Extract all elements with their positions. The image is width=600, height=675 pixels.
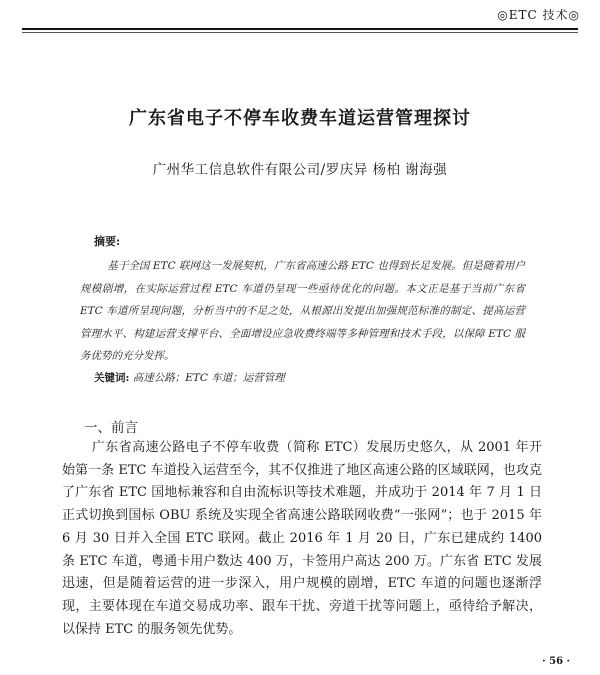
header-rule — [22, 28, 578, 30]
keywords-label: 关键词: — [94, 372, 130, 384]
keywords-text: 高速公路；ETC 车道；运营管理 — [132, 372, 285, 384]
article-title: 广东省电子不停车收费车道运营管理探讨 — [129, 108, 471, 129]
header-rule-thin — [22, 32, 578, 33]
page-number: · 56 · — [542, 656, 570, 667]
abstract-label: 摘要: — [94, 235, 121, 248]
abstract-text: 基于全国 ETC 联网这一发展契机，广东省高速公路 ETC 也得到长足发展。但是随着用户规模剧增，在实际运营过程 ETC 车道仍呈现一些亟待优化的问题。本文正是基于当前广东省 ETC 车道所呈现问题，分析当中的不足之处，从根源出发提出加强规范标准的制定、提高运营管理水平、构建运营支撑平台、全面增设应急收费终端等多种管理和技术手段，以保障 ETC 服务优势的充分发挥。 — [80, 260, 525, 362]
article-authors: 广州华工信息软件有限公司/罗庆异 杨柏 谢海强 — [152, 162, 448, 178]
section-heading: 一、前言 — [84, 420, 138, 436]
body-paragraph: 广东省高速公路电子不停车收费（简称 ETC）发展历史悠久，从 2001 年开始第一条 ETC 车道投入运营至今，其不仅推进了地区高速公路的区域联网，也攻克了广东省 ETC 国地标兼容和自由流标识等技术难题，并成功于 2014 年 7 月 1 日正式切换到国标 OBU 系统及实现全省高速公路联网收费“一张网”；也于 2015 年 6 月 30 日并入全国 ETC 联网。截止 2016 年 1 月 20 日，广东已建成约 1400 条 ETC 车道，粤通卡用户数达 400 万，卡签用户高达 200 万。广东省 ETC 发展迅速，但是随着运营的进一步深入，用户规模的剧增，ETC 车道的问题也逐渐浮现，主要体现在车道交易成功率、跟车干扰、旁道干扰等问题上，亟待给予解决，以保持 ETC 的服务领先优势。 — [62, 440, 542, 637]
section-tag: ◎ETC 技术◎ — [497, 8, 580, 22]
keywords — [94, 370, 524, 385]
